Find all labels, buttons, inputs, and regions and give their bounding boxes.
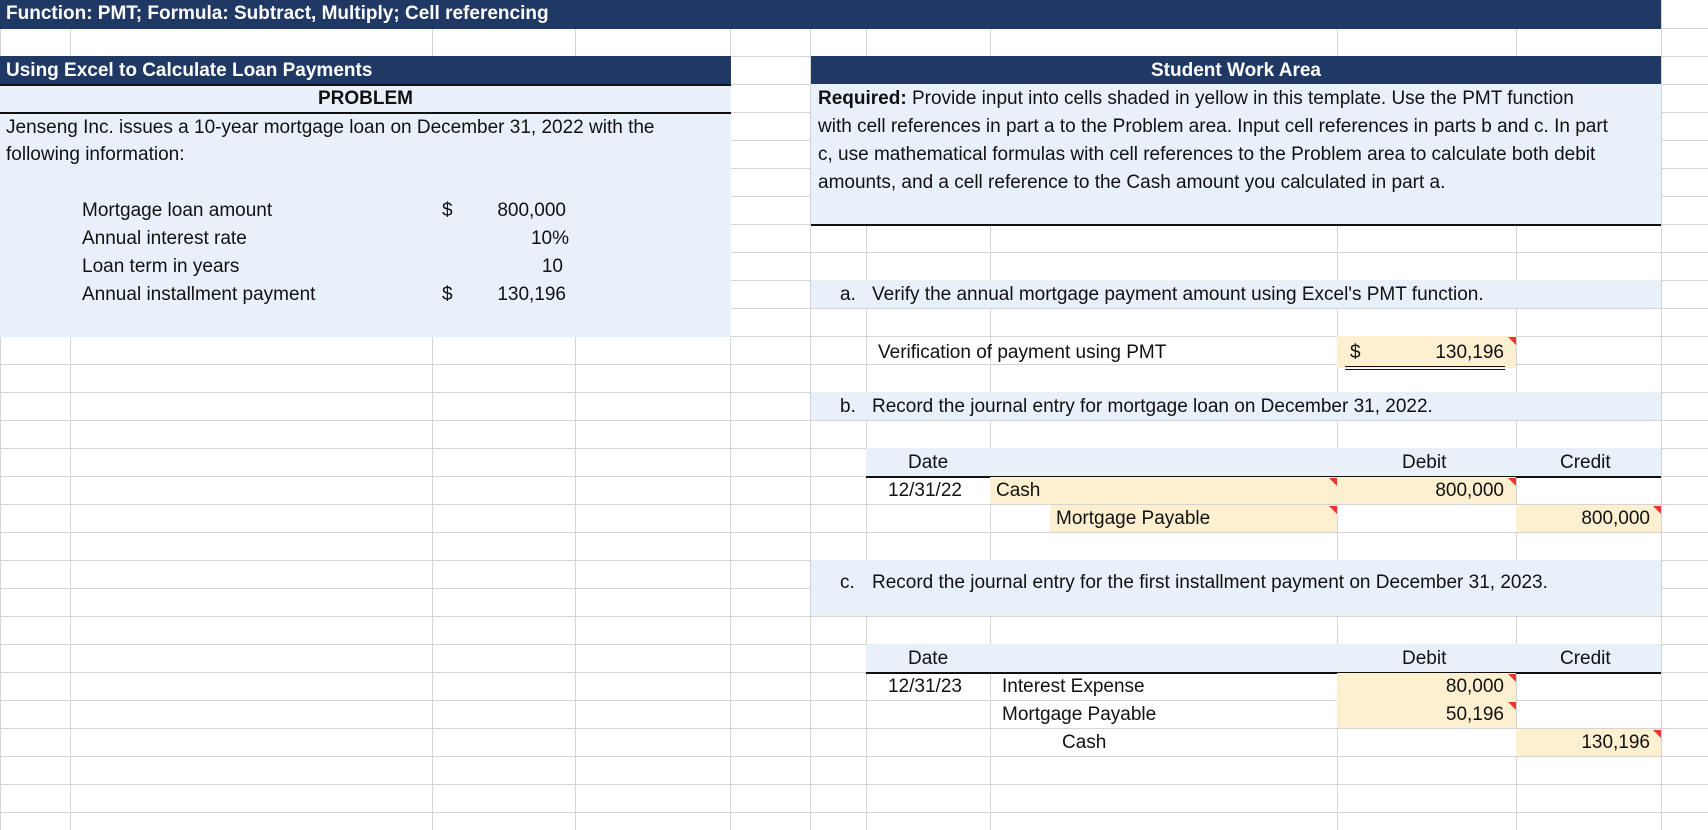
pmt-label: Verification of payment using PMT	[878, 342, 1167, 363]
header-title: Function: PMT; Formula: Subtract, Multiply; Cell referencing	[6, 3, 549, 24]
credit-account: Mortgage Payable	[1056, 508, 1211, 529]
col-debit: Debit	[1402, 452, 1447, 473]
comment-marker[interactable]	[1508, 674, 1516, 682]
debit-value: 800,000	[1435, 480, 1504, 501]
debit-account-cell[interactable]	[990, 477, 1337, 504]
required-bold: Required:	[818, 88, 907, 109]
double-underline	[1345, 366, 1505, 370]
debit-account: Cash	[996, 480, 1041, 501]
comment-marker[interactable]	[1653, 730, 1661, 738]
credit-account: Cash	[1062, 732, 1107, 753]
row-value: 10%	[530, 228, 569, 249]
comment-marker[interactable]	[1508, 337, 1516, 345]
part-a-text: Verify the annual mortgage payment amount using Excel's PMT function.	[872, 284, 1484, 305]
part-b-text: Record the journal entry for mortgage loan on December 31, 2022.	[872, 396, 1433, 417]
col-credit: Credit	[1560, 452, 1611, 473]
required-line: amounts, and a cell reference to the Cash amount you calculated in part a.	[818, 172, 1446, 193]
entry-date: 12/31/23	[888, 676, 962, 697]
credit-value: 130,196	[1581, 732, 1650, 753]
entry-date: 12/31/22	[888, 480, 962, 501]
required-line: c, use mathematical formulas with cell references to the Problem area to calculate both debit	[818, 144, 1596, 165]
col-date: Date	[908, 648, 949, 669]
debit-value: 80,000	[1445, 676, 1504, 697]
comment-marker[interactable]	[1508, 702, 1516, 710]
row-symbol: $	[442, 284, 453, 305]
right-title: Student Work Area	[1151, 60, 1321, 81]
problem-description: Jenseng Inc. issues a 10-year mortgage loan on December 31, 2022 with the	[6, 117, 655, 138]
comment-marker[interactable]	[1329, 506, 1337, 514]
col-date: Date	[908, 452, 949, 473]
row-label: Mortgage loan amount	[82, 200, 273, 221]
left-title: Using Excel to Calculate Loan Payments	[6, 60, 373, 81]
pmt-value: 130,196	[1435, 342, 1504, 363]
journal-header	[866, 448, 1661, 476]
col-debit: Debit	[1402, 648, 1447, 669]
row-value: 10	[541, 256, 563, 277]
problem-label: PROBLEM	[318, 88, 413, 109]
debit-account: Mortgage Payable	[1002, 704, 1157, 725]
required-line: Provide input into cells shaded in yellow in this template. Use the PMT function	[906, 88, 1574, 109]
required-line: with cell references in part a to the Problem area. Input cell references in parts b and c. In part	[818, 116, 1608, 137]
journal-header	[866, 644, 1661, 672]
divider	[811, 224, 1661, 226]
comment-marker[interactable]	[1508, 478, 1516, 486]
divider	[866, 672, 1661, 674]
part-c-letter: c.	[840, 572, 855, 593]
row-value: 130,196	[497, 284, 566, 305]
debit-account: Interest Expense	[1002, 676, 1145, 697]
part-b-letter: b.	[840, 396, 856, 417]
col-credit: Credit	[1560, 648, 1611, 669]
credit-value: 800,000	[1581, 508, 1650, 529]
row-label: Annual interest rate	[82, 228, 247, 249]
debit-value: 50,196	[1445, 704, 1504, 725]
pmt-symbol: $	[1350, 342, 1361, 363]
row-symbol: $	[442, 200, 453, 221]
required-text	[818, 85, 1574, 113]
comment-marker[interactable]	[1653, 506, 1661, 514]
problem-description: following information:	[6, 144, 185, 165]
row-label: Loan term in years	[82, 256, 240, 277]
comment-marker[interactable]	[1329, 478, 1337, 486]
part-c-text: Record the journal entry for the first installment payment on December 31, 2023.	[872, 572, 1548, 593]
part-a-letter: a.	[840, 284, 856, 305]
row-label: Annual installment payment	[82, 284, 316, 305]
row-value: 800,000	[497, 200, 566, 221]
